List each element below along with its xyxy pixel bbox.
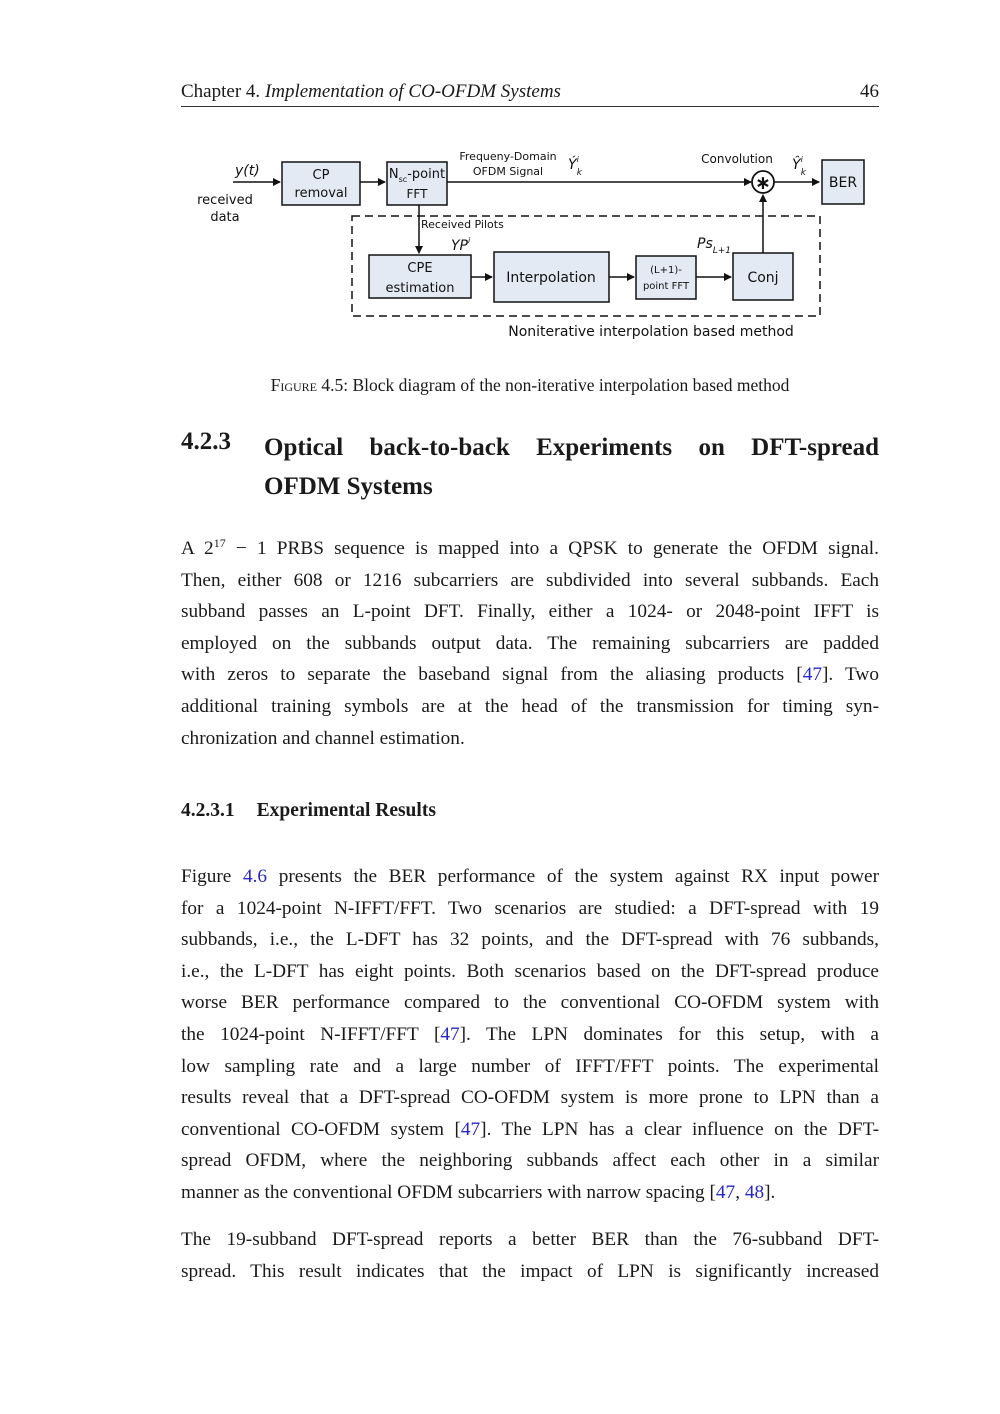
block-diagram-svg — [181, 140, 879, 350]
received-data-label-2: data — [210, 210, 240, 225]
nsc-fft-label: $N_{sc}$-point — [388, 167, 446, 184]
interpolation-label: Interpolation — [506, 270, 596, 286]
citation-link[interactable]: 47 — [715, 1181, 736, 1203]
paragraph-comparison: The 19-subband DFT-spread reports a better BER than the 76-subband DFT- spread. This result indicates that the impact of LPN is significantly increased — [181, 1229, 879, 1282]
figure-block-diagram — [181, 140, 879, 350]
freq-domain-label: Frequeny-Domain — [459, 150, 557, 163]
lp1-fft-label: (L+1)- — [650, 265, 682, 276]
conj-label: Conj — [747, 270, 779, 286]
yp-symbol: $YP^i$ — [451, 236, 471, 254]
lp1-fft-block — [636, 256, 696, 299]
figure-reference-link[interactable]: 4.6 — [242, 866, 268, 887]
paragraph-results: Figure 4.6 presents the BER performance of the system against RX input power for a 1024-point N-IFFT/FFT. Two scenarios are studied: a DFT-spread with 19 subbands, i.e., the L-DFT has 32 points, and the DFT-spread with 76 subbands, i.e., the L-DFT has eight points. Both scenarios based on the DFT-spread produce worse BER performance compared to the conventional CO-OFDM system with the 1024-point N-IFFT/FFT [47]. The LPN dominates for this setup, with a low sampling rate and a large number of IFFT/FFT points. The experimental results reveal that a DFT-spread CO-OFDM system is more prone to LPN than a conventional CO-OFDM system [47]. The LPN has a clear influence on the DFT- spread OFDM, where the neighboring subbands affect each other in a similar manner as the conventional OFDM subcarriers with narrow spacing [47, 48]. — [181, 866, 880, 1203]
input-signal-label: y(t) — [235, 163, 260, 179]
ber-label: BER — [828, 175, 858, 191]
cpe-label-2: estimation — [385, 281, 455, 296]
y-hat-symbol: $Ý^i$ k — [568, 155, 583, 178]
header-chapter: Chapter 4. Implementation of CO-OFDM Systems — [181, 81, 561, 102]
nsc-fft-label-2: FFT — [406, 187, 428, 201]
received-pilots-label: Received Pilots — [421, 218, 504, 231]
subsection-heading: 4.2.3.1 Experimental Results — [181, 800, 436, 821]
figure-caption: Figure 4.5: Block diagram of the non-iterative interpolation based method — [270, 375, 790, 395]
freq-domain-label-2: OFDM Signal — [472, 165, 544, 178]
received-data-label: received — [197, 193, 253, 208]
asterisk-icon: ∗ — [755, 172, 771, 194]
page-number: 46 — [860, 81, 879, 102]
citation-link[interactable]: 47 — [440, 1023, 460, 1045]
lp1-fft-label-2: point FFT — [642, 281, 690, 292]
y-out-symbol: $Ŷ^i$ k — [792, 155, 807, 178]
section-number: 4.2.3 — [181, 428, 231, 455]
paragraph-intro: A $2^{17} - 1$ PRBS sequence is mapped into a QPSK to generate the OFDM signal. Then, either 608 or 1216 subcarriers are subdivided into several subbands. Each subband passes an L-point DFT. Finally, either a 1024- or 2048-point IFFT is employed on the subbands output data. The remaining subcarriers are padded with zeros to separate the baseband signal from the aliasing products [47]. Two additional training symbols are at the head of the transmission for timing syn- chronization and channel estimation. — [181, 536, 879, 749]
method-label: Noniterative interpolation based method — [508, 324, 794, 340]
cpe-label: CPE — [407, 261, 433, 276]
running-header — [181, 80, 879, 107]
cp-removal-label-2: removal — [294, 186, 348, 201]
ps-symbol: $Ps_{L+1}$ — [697, 236, 732, 256]
citation-link[interactable]: 47 — [460, 1118, 481, 1140]
convolution-label: Convolution — [701, 152, 773, 166]
cp-removal-label: CP — [312, 168, 330, 183]
citation-link[interactable]: 47 — [802, 664, 822, 686]
section-title: Optical back-to-back Experiments on DFT-spread OFDM Systems — [264, 434, 879, 500]
citation-link[interactable]: 48 — [744, 1181, 765, 1203]
